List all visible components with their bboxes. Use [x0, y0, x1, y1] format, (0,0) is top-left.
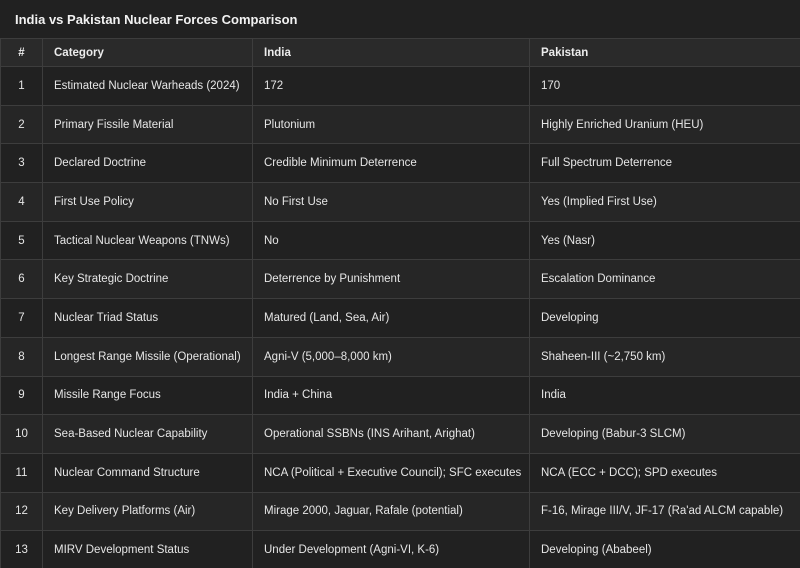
- table-row: [1, 415, 800, 454]
- category-cell: Missile Range Focus: [43, 376, 253, 415]
- pakistan-cell: Shaheen-III (~2,750 km): [530, 337, 800, 376]
- row-number: 1: [1, 67, 43, 106]
- table-row: [1, 144, 800, 183]
- row-number: 9: [1, 376, 43, 415]
- row-number: 3: [1, 144, 43, 183]
- india-cell: NCA (Political + Executive Council); SFC executes: [253, 453, 530, 492]
- india-cell: Deterrence by Punishment: [253, 260, 530, 299]
- category-cell: Nuclear Command Structure: [43, 453, 253, 492]
- table-row: [1, 260, 800, 299]
- table-row: [1, 105, 800, 144]
- india-cell: Matured (Land, Sea, Air): [253, 299, 530, 338]
- india-cell: India + China: [253, 376, 530, 415]
- india-cell: 172: [253, 67, 530, 106]
- row-number: 11: [1, 453, 43, 492]
- row-number: 4: [1, 183, 43, 222]
- header-pakistan: Pakistan: [530, 39, 800, 67]
- pakistan-cell: F-16, Mirage III/V, JF-17 (Ra'ad ALCM capable): [530, 492, 800, 531]
- table-row: [1, 531, 800, 568]
- category-cell: Tactical Nuclear Weapons (TNWs): [43, 221, 253, 260]
- table-row: [1, 67, 800, 106]
- row-number: 2: [1, 105, 43, 144]
- header-india: India: [253, 39, 530, 67]
- table-row: [1, 183, 800, 222]
- india-cell: Credible Minimum Deterrence: [253, 144, 530, 183]
- pakistan-cell: Yes (Implied First Use): [530, 183, 800, 222]
- row-number: 7: [1, 299, 43, 338]
- pakistan-cell: Highly Enriched Uranium (HEU): [530, 105, 800, 144]
- india-cell: Under Development (Agni-VI, K-6): [253, 531, 530, 568]
- pakistan-cell: Developing (Ababeel): [530, 531, 800, 568]
- india-cell: No First Use: [253, 183, 530, 222]
- category-cell: Primary Fissile Material: [43, 105, 253, 144]
- table-row: [1, 299, 800, 338]
- table-row: [1, 221, 800, 260]
- table-row: [1, 492, 800, 531]
- header-category: Category: [43, 39, 253, 67]
- pakistan-cell: Yes (Nasr): [530, 221, 800, 260]
- category-cell: MIRV Development Status: [43, 531, 253, 568]
- header-row: [1, 39, 800, 67]
- row-number: 10: [1, 415, 43, 454]
- category-cell: Nuclear Triad Status: [43, 299, 253, 338]
- india-cell: Mirage 2000, Jaguar, Rafale (potential): [253, 492, 530, 531]
- category-cell: Longest Range Missile (Operational): [43, 337, 253, 376]
- row-number: 8: [1, 337, 43, 376]
- pakistan-cell: Escalation Dominance: [530, 260, 800, 299]
- table-row: [1, 376, 800, 415]
- row-number: 12: [1, 492, 43, 531]
- header-number: #: [1, 39, 43, 67]
- category-cell: Declared Doctrine: [43, 144, 253, 183]
- category-cell: Sea-Based Nuclear Capability: [43, 415, 253, 454]
- india-cell: Operational SSBNs (INS Arihant, Arighat): [253, 415, 530, 454]
- category-cell: Key Strategic Doctrine: [43, 260, 253, 299]
- row-number: 13: [1, 531, 43, 568]
- table-row: [1, 453, 800, 492]
- india-cell: Plutonium: [253, 105, 530, 144]
- row-number: 6: [1, 260, 43, 299]
- category-cell: Key Delivery Platforms (Air): [43, 492, 253, 531]
- pakistan-cell: Developing (Babur-3 SLCM): [530, 415, 800, 454]
- pakistan-cell: India: [530, 376, 800, 415]
- category-cell: First Use Policy: [43, 183, 253, 222]
- pakistan-cell: NCA (ECC + DCC); SPD executes: [530, 453, 800, 492]
- pakistan-cell: 170: [530, 67, 800, 106]
- table-title: India vs Pakistan Nuclear Forces Comparison: [15, 11, 298, 27]
- india-cell: Agni-V (5,000–8,000 km): [253, 337, 530, 376]
- comparison-table: [0, 38, 800, 568]
- india-cell: No: [253, 221, 530, 260]
- row-number: 5: [1, 221, 43, 260]
- category-cell: Estimated Nuclear Warheads (2024): [43, 67, 253, 106]
- pakistan-cell: Developing: [530, 299, 800, 338]
- pakistan-cell: Full Spectrum Deterrence: [530, 144, 800, 183]
- table-row: [1, 337, 800, 376]
